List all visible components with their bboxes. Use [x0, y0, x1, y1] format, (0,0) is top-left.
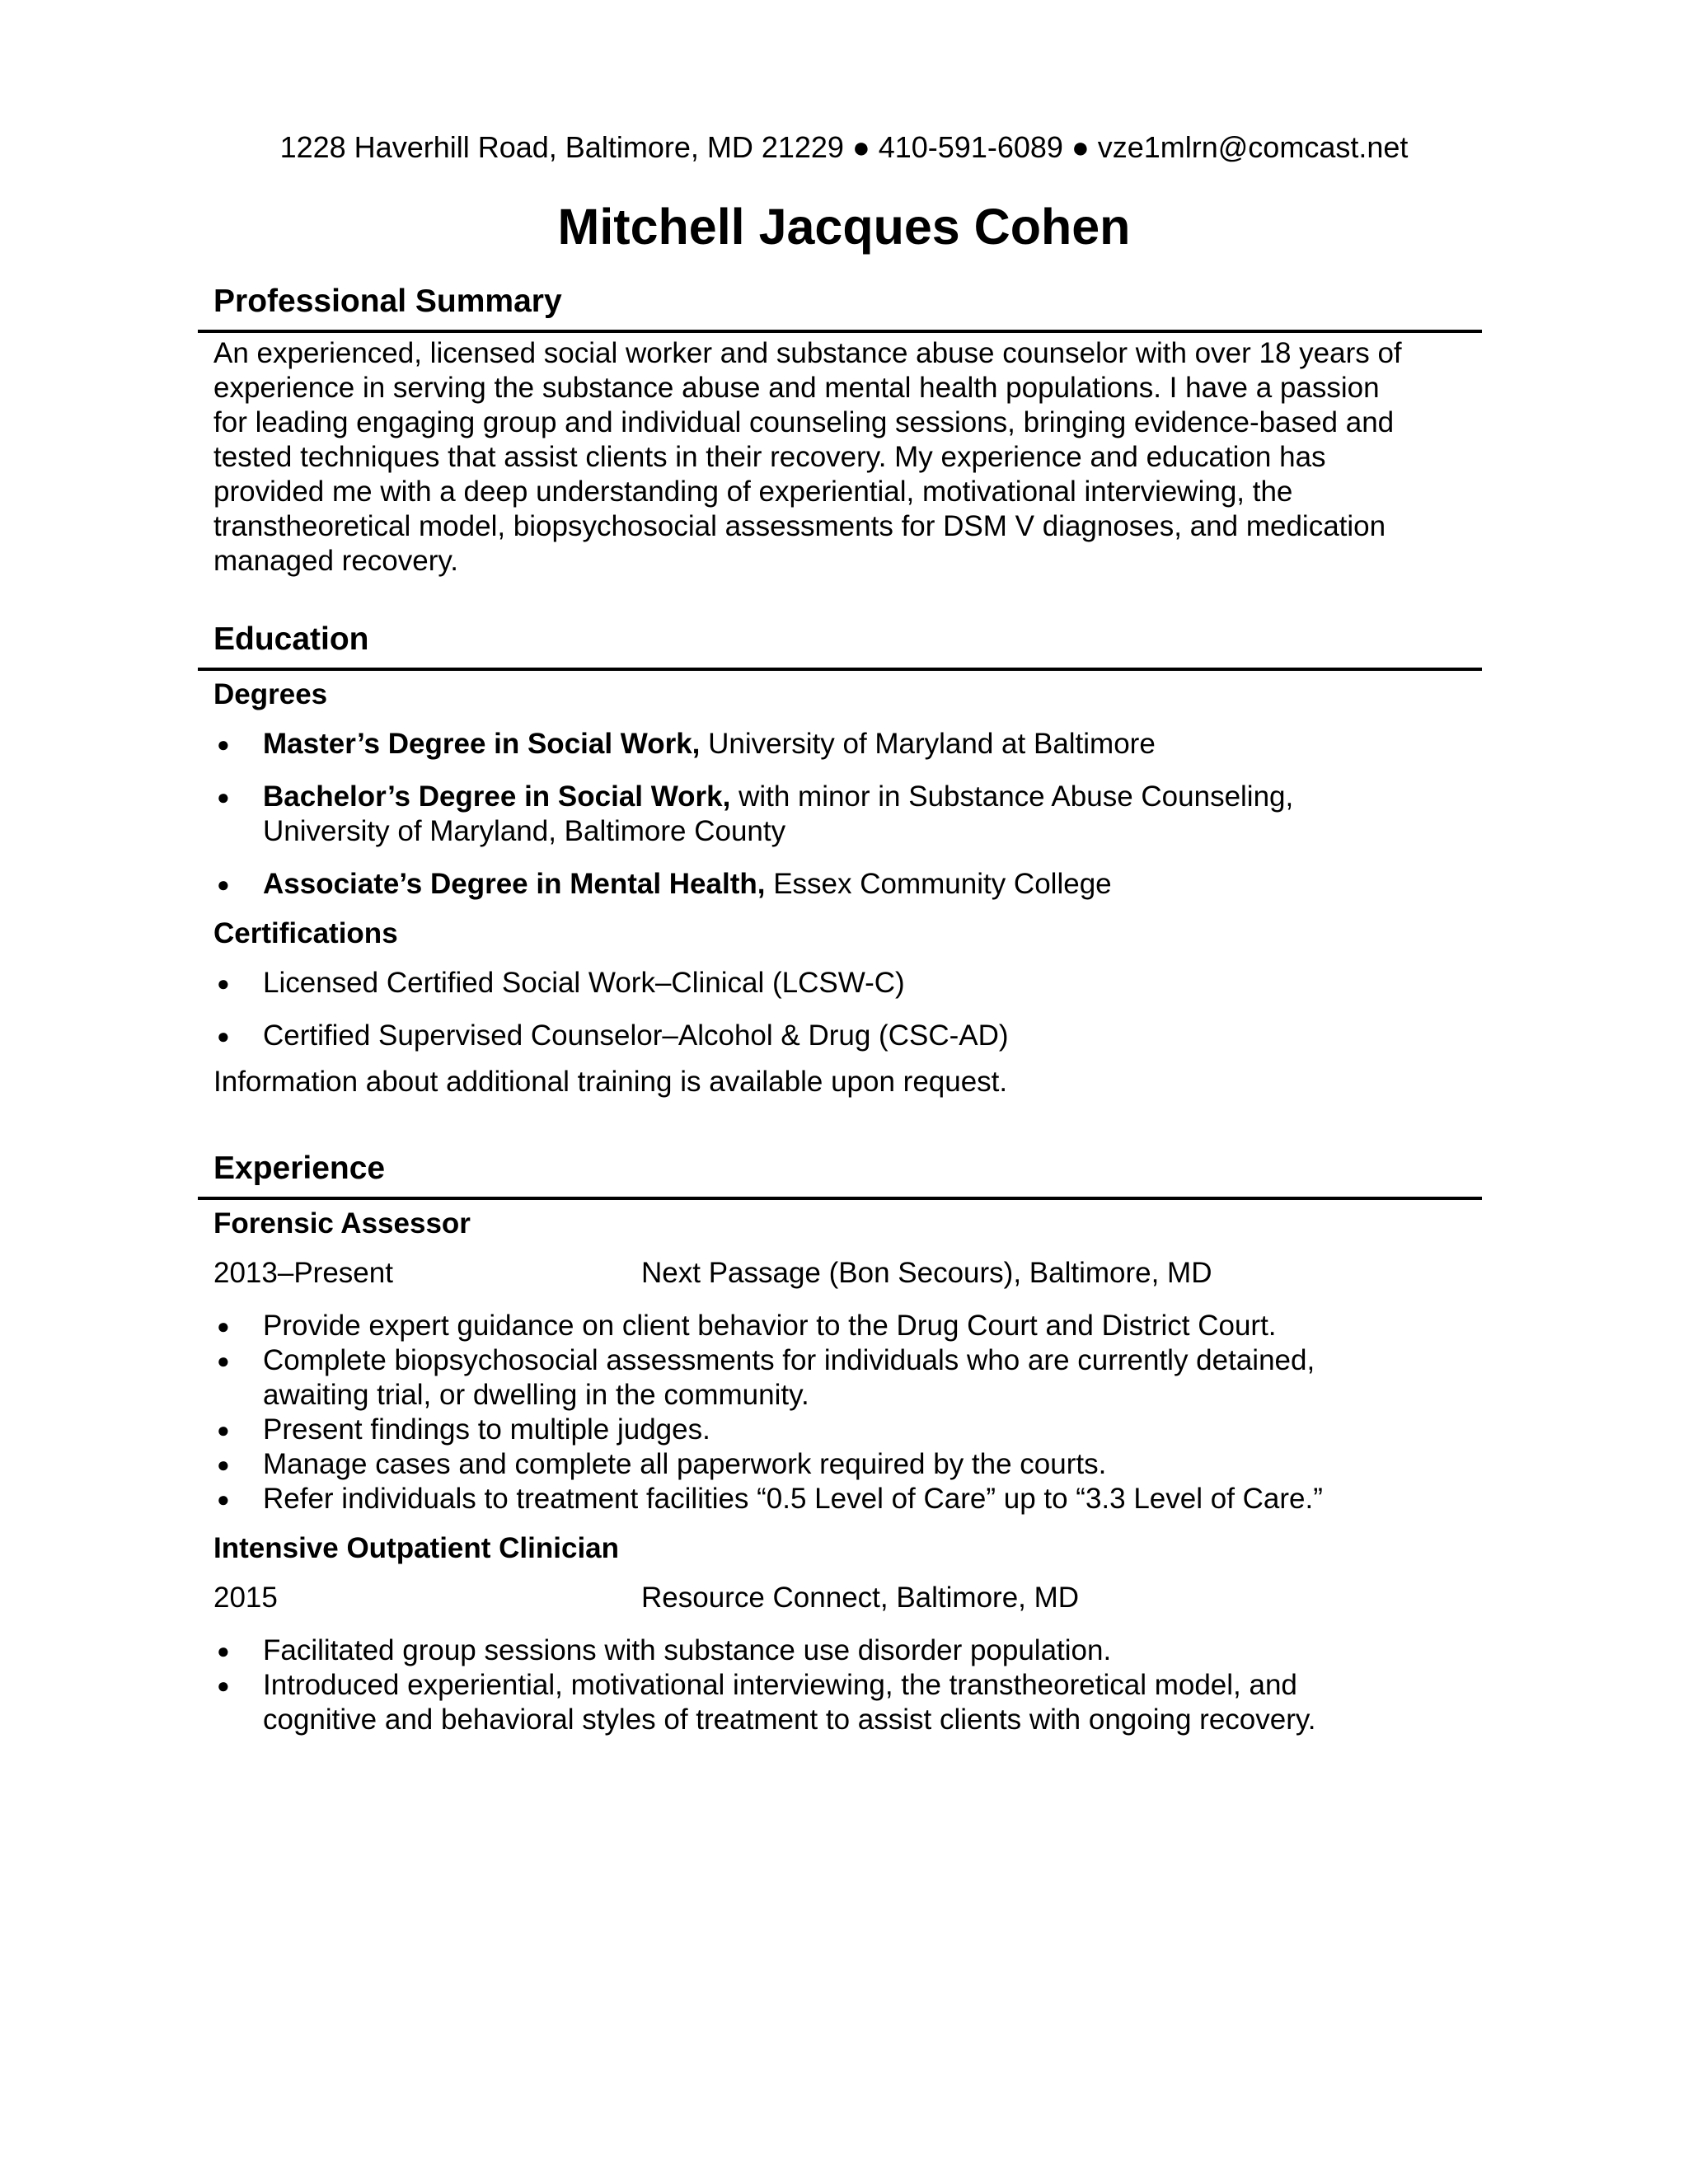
duty-text: Manage cases and complete all paperwork required by the courts.: [263, 1448, 1107, 1480]
certification-text: Certified Supervised Counselor–Alcohol & Drug (CSC-AD): [263, 1019, 1009, 1052]
list-item: [198, 1482, 1482, 1516]
list-item: [198, 727, 1482, 762]
section-divider: [198, 668, 1482, 671]
list-item: [198, 1668, 1482, 1737]
bullet-icon: ●: [217, 1418, 230, 1442]
bullet-icon: ●: [217, 1487, 230, 1511]
duty-text: Facilitated group sessions with substance use disorder population.: [263, 1634, 1112, 1666]
duty-text: Introduced experiential, motivational interviewing, the transtheoretical model, and: [263, 1669, 1297, 1701]
degrees-list: [198, 727, 1482, 902]
section-heading: Education: [213, 621, 369, 657]
resume-name: Mitchell Jacques Cohen: [557, 199, 1131, 255]
list-item: [198, 1413, 1482, 1447]
list-item: [198, 780, 1482, 849]
summary-line: managed recovery.: [213, 545, 459, 577]
duty-text: Present findings to multiple judges.: [263, 1413, 710, 1446]
summary-section: [198, 279, 1482, 579]
bullet-icon: ●: [217, 1638, 230, 1663]
contact-line: [0, 126, 1688, 169]
list-item: [198, 1447, 1482, 1482]
job-meta: [198, 1256, 1482, 1291]
job-title: Forensic Assessor: [213, 1207, 471, 1240]
job-dates: 2015: [213, 1582, 278, 1614]
job-duties-list: [198, 1309, 1482, 1516]
summary-line: An experienced, licensed social worker and substance abuse counselor with over 18 years of: [213, 337, 1402, 369]
summary-paragraph: [198, 336, 1482, 579]
bullet-icon: ●: [217, 1348, 230, 1373]
job-duties-list: [198, 1633, 1482, 1737]
section-heading: Professional Summary: [213, 284, 562, 319]
degree-detail: Essex Community College: [765, 868, 1112, 900]
list-item: [198, 1019, 1482, 1053]
summary-line: tested techniques that assist clients in their recovery. My experience and education has: [213, 441, 1326, 473]
experience-section: [198, 1146, 1482, 1737]
education-section: [198, 616, 1482, 1099]
duty-text: Refer individuals to treatment facilities “0.5 Level of Care” up to “3.3 Level of Care.”: [263, 1483, 1323, 1515]
job-organization: Resource Connect, Baltimore, MD: [641, 1582, 1080, 1614]
training-note: Information about additional training is available upon request.: [213, 1066, 1008, 1098]
section-divider: [198, 330, 1482, 333]
degree-detail: with minor in Substance Abuse Counseling,: [730, 780, 1294, 813]
certifications-heading: Certifications: [213, 917, 398, 949]
certifications-list: [198, 966, 1482, 1053]
section-divider: [198, 1197, 1482, 1200]
degree-title: Associate’s Degree in Mental Health,: [263, 868, 766, 900]
bullet-icon: ●: [217, 1452, 230, 1477]
section-heading: Experience: [213, 1151, 386, 1186]
contact-phone: 410-591-6089: [878, 130, 1063, 164]
summary-line: for leading engaging group and individual counseling sessions, bringing evidence-based and: [213, 406, 1395, 438]
list-item: [198, 867, 1482, 902]
degrees-heading: Degrees: [213, 678, 328, 710]
duty-text: cognitive and behavioral styles of treatment to assist clients with ongoing recovery.: [263, 1704, 1316, 1736]
job-organization: Next Passage (Bon Secours), Baltimore, MD: [641, 1257, 1212, 1289]
bullet-icon: ●: [217, 872, 230, 897]
contact-email: vze1mlrn@comcast.net: [1097, 130, 1409, 164]
list-item: [198, 1633, 1482, 1668]
bullet-icon: ●: [217, 785, 230, 809]
job-title: Intensive Outpatient Clinician: [213, 1532, 620, 1564]
duty-text: Provide expert guidance on client behavior to the Drug Court and District Court.: [263, 1310, 1277, 1342]
certification-text: Licensed Certified Social Work–Clinical (LCSW-C): [263, 967, 905, 999]
bullet-icon: ●: [217, 1024, 230, 1048]
summary-line: transtheoretical model, biopsychosocial assessments for DSM V diagnoses, and medication: [213, 510, 1386, 542]
job-meta: [198, 1581, 1482, 1615]
list-item: [198, 1309, 1482, 1343]
degree-detail: University of Maryland at Baltimore: [700, 728, 1156, 760]
degree-title: Master’s Degree in Social Work,: [263, 728, 701, 760]
contact-address: 1228 Haverhill Road, Baltimore, MD 21229: [279, 130, 844, 164]
summary-line: provided me with a deep understanding of experiential, motivational interviewing, the: [213, 476, 1293, 508]
list-item: [198, 966, 1482, 1001]
degree-detail: University of Maryland, Baltimore County: [263, 815, 786, 847]
job-dates: 2013–Present: [213, 1257, 393, 1289]
summary-line: experience in serving the substance abuse and mental health populations. I have a passion: [213, 372, 1380, 404]
bullet-icon: ●: [217, 1673, 230, 1698]
bullet-icon: ●: [217, 1314, 230, 1338]
duty-text: awaiting trial, or dwelling in the community.: [263, 1379, 809, 1411]
contact-separator: ●: [851, 130, 870, 164]
list-item: [198, 1343, 1482, 1413]
contact-separator: ●: [1071, 130, 1090, 164]
degree-title: Bachelor’s Degree in Social Work,: [263, 780, 731, 813]
duty-text: Complete biopsychosocial assessments for individuals who are currently detained,: [263, 1344, 1315, 1376]
bullet-icon: ●: [217, 971, 230, 996]
bullet-icon: ●: [217, 732, 230, 757]
